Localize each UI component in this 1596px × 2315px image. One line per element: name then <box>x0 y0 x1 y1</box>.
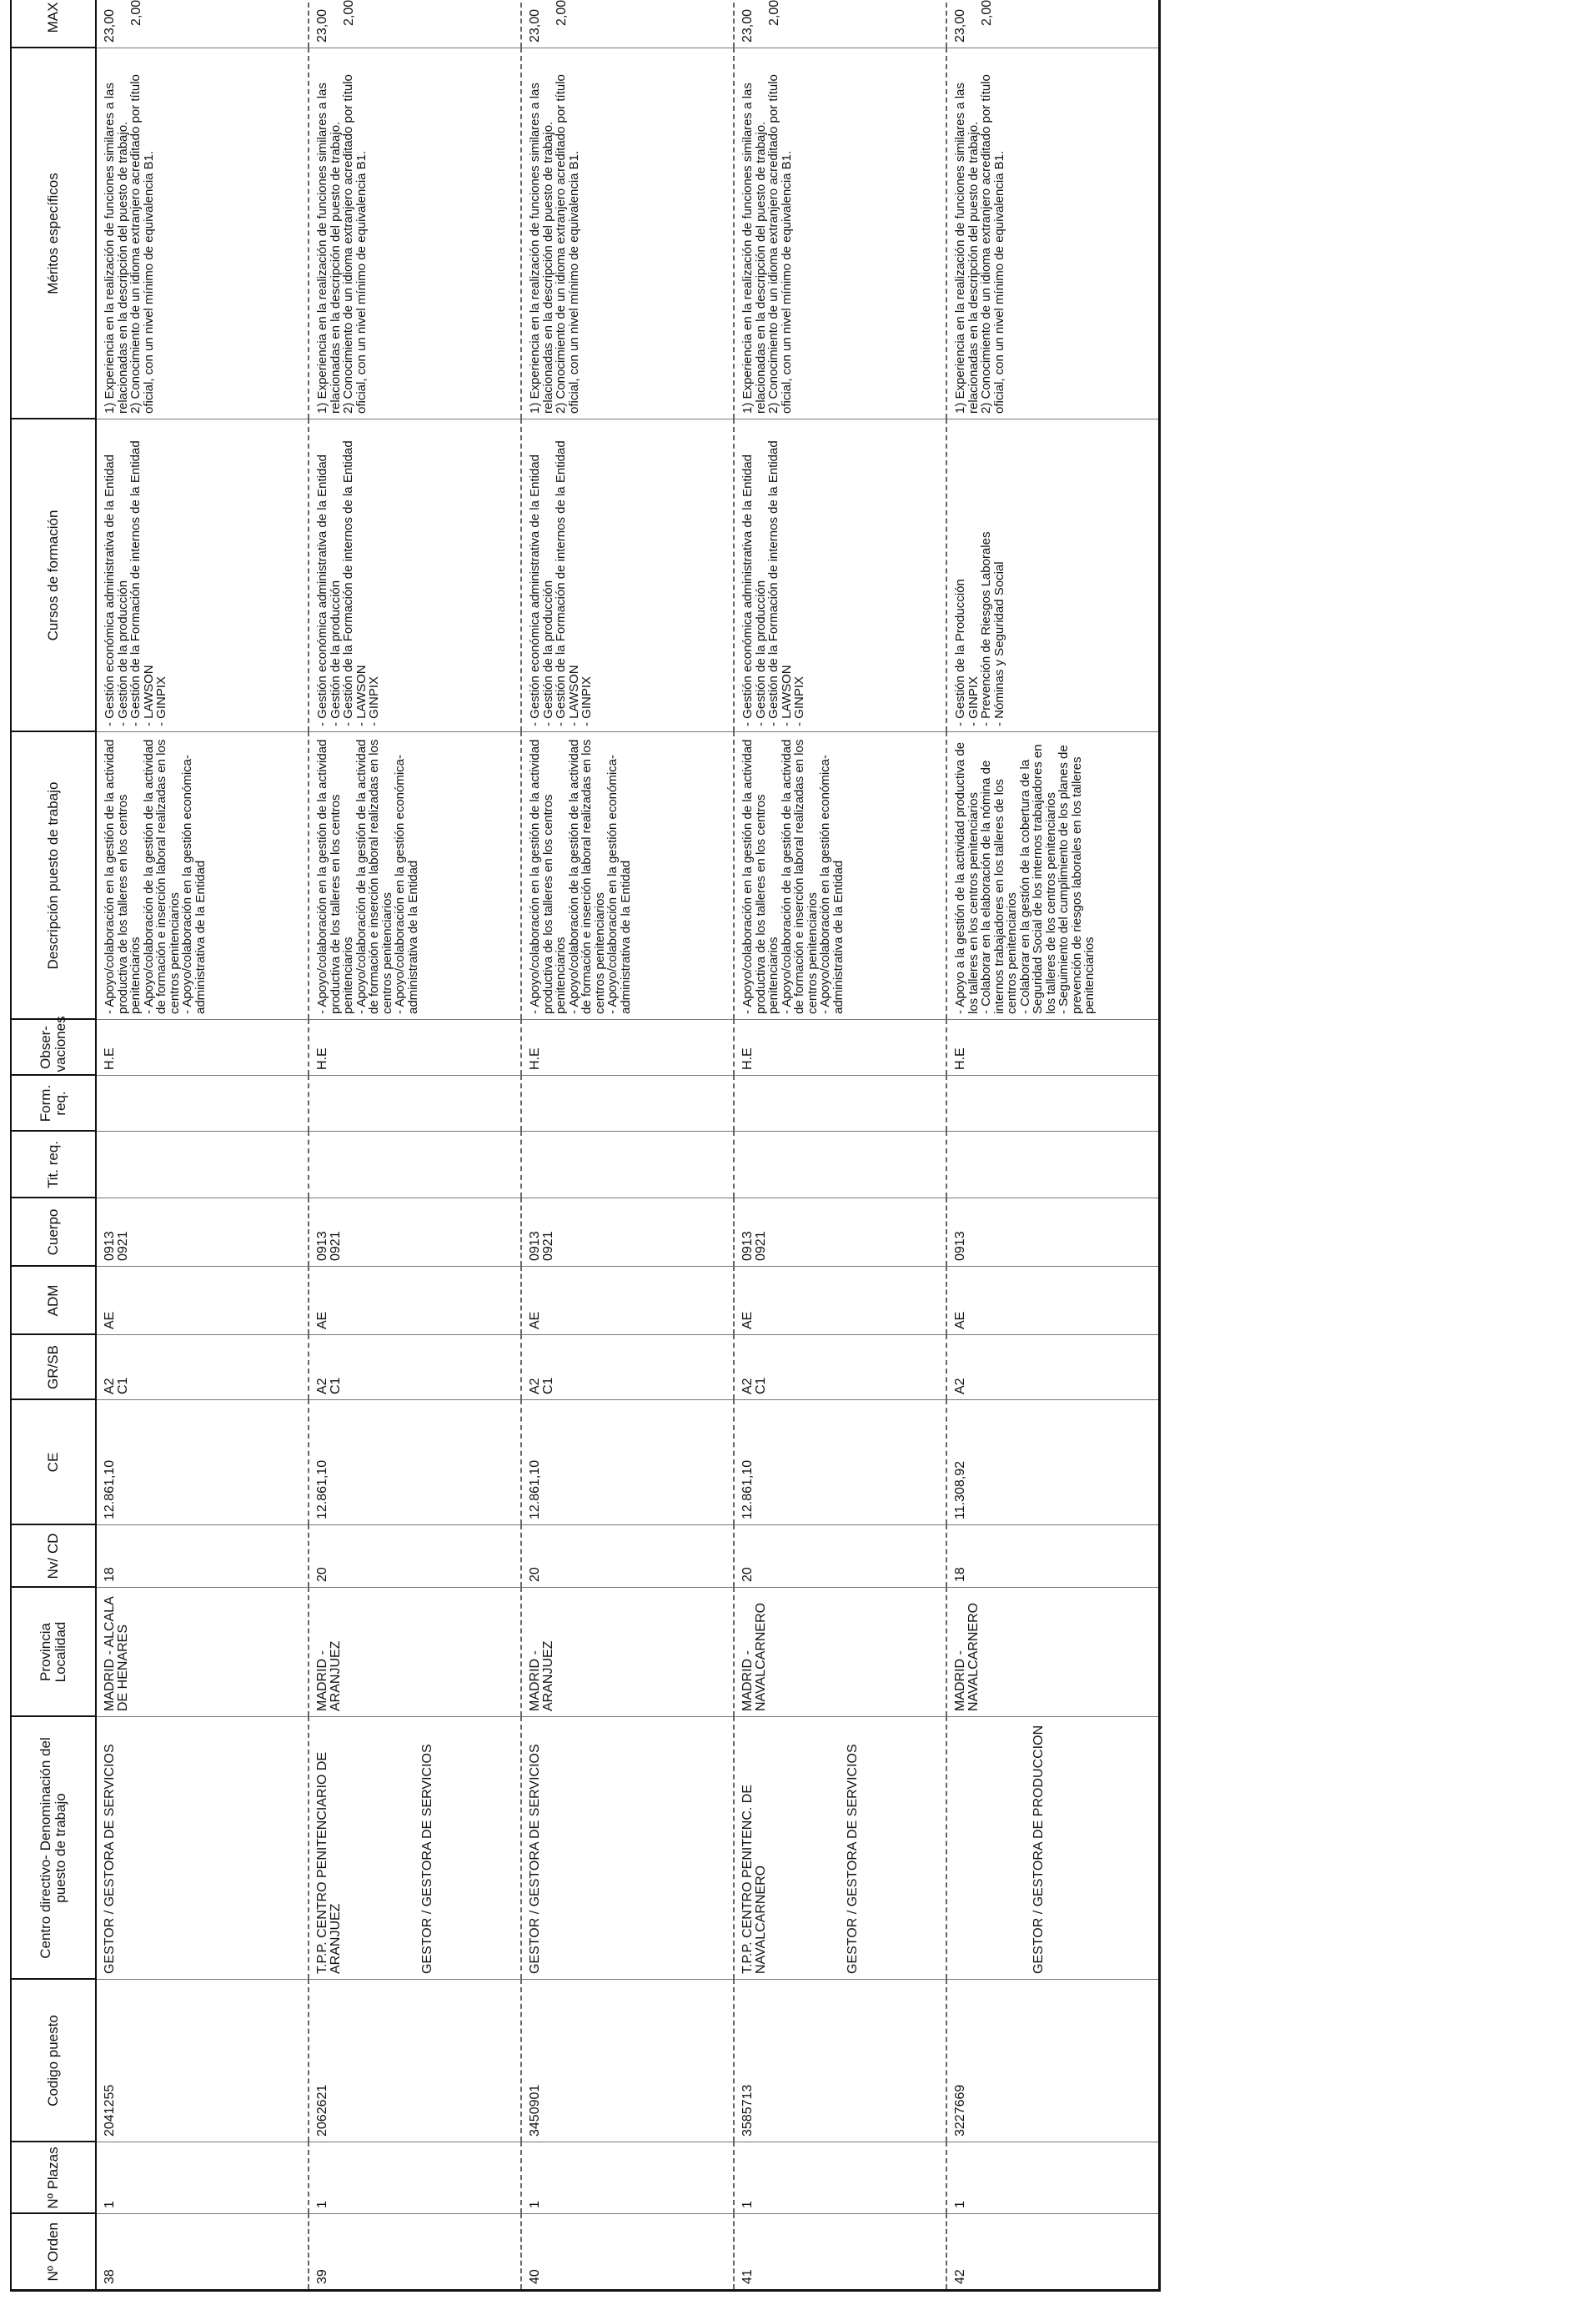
table-body <box>96 0 1160 2291</box>
header-max: MAX <box>11 0 96 48</box>
cell-orden: 38 <box>96 2214 309 2291</box>
header-adm: ADM <box>11 1267 96 1335</box>
cell-cuerpo: 0913 0921 <box>309 1198 521 1267</box>
cell-titulacion <box>946 1132 1160 1198</box>
header-nivel: Nv/ CD <box>11 1525 96 1588</box>
cell-formacion <box>96 1076 309 1132</box>
header-ce: CE <box>11 1400 96 1525</box>
cell-plazas: 1 <box>734 2142 946 2214</box>
cell-codigo: 3585713 <box>734 1980 946 2142</box>
cell-descripcion: - Apoyo/colaboración en la gestión de la actividad productiva de los talleres en los centros penitenciarios - Apoyo/colaboración de la gestión de la actividad de formación e inserción laboral realizadas en los centros penitenciarios - Apoyo/colaboración en la gestión económica-administrativa de la Entidad <box>309 732 521 1020</box>
cell-centro <box>521 1717 734 1980</box>
header-meritos: Méritos específicos <box>11 48 96 419</box>
cell-orden: 42 <box>946 2214 1160 2291</box>
cell-provincia: MADRID - NAVALCARNERO <box>946 1588 1160 1717</box>
cell-titulacion <box>96 1132 309 1198</box>
table-row <box>96 0 309 2291</box>
cell-orden: 39 <box>309 2214 521 2291</box>
cell-cursos: - Gestión económica administrativa de la Entidad - Gestión de la producción - Gestión de la Formación de internos de la Entidad - LAWSON - GINPIX <box>521 419 734 732</box>
cell-ce: 11.308,92 <box>946 1400 1160 1525</box>
cell-cuerpo: 0913 0921 <box>521 1198 734 1267</box>
cell-provincia: MADRID - ARANJUEZ <box>521 1588 734 1717</box>
cell-nivel: 18 <box>96 1525 309 1588</box>
cell-meritos: 1) Experiencia en la realización de funciones similares a las relacionadas en la descripción del puesto de trabajo. 2) Conocimiento de un idioma extranjero acreditado por título oficial, con un nivel mínimo de equivalencia B1. <box>734 48 946 419</box>
header-codigo: Codigo puesto <box>11 1980 96 2142</box>
cell-ce: 12.861,10 <box>734 1400 946 1525</box>
cell-grupo: A2 C1 <box>521 1335 734 1400</box>
cell-formacion <box>521 1076 734 1132</box>
cell-centro-puesto: GESTOR / GESTORA DE SERVICIOS <box>846 1744 860 1974</box>
cell-formacion <box>309 1076 521 1132</box>
cell-centro <box>309 1717 521 1980</box>
cell-adm: AE <box>946 1267 1160 1335</box>
cell-ce: 12.861,10 <box>521 1400 734 1525</box>
cell-adm: AE <box>96 1267 309 1335</box>
cell-max-value-1: 23,00 <box>740 8 755 43</box>
cell-adm: AE <box>309 1267 521 1335</box>
cell-descripcion: - Apoyo/colaboración en la gestión de la actividad productiva de los talleres en los centros penitenciarios - Apoyo/colaboración de la gestión de la actividad de formación e inserción laboral realizadas en los centros penitenciarios - Apoyo/colaboración en la gestión económica-administrativa de la Entidad <box>96 732 309 1020</box>
cell-adm: AE <box>734 1267 946 1335</box>
cell-observaciones: H.E <box>96 1020 309 1076</box>
table-row <box>309 0 521 2291</box>
cell-centro-unit: GESTOR / GESTORA DE SERVICIOS <box>103 1744 117 1974</box>
cell-observaciones: H.E <box>946 1020 1160 1076</box>
header-titulacion: Tit. req. <box>11 1132 96 1198</box>
cell-centro-unit: GESTOR / GESTORA DE SERVICIOS <box>528 1744 542 1974</box>
cell-descripcion: - Apoyo/colaboración en la gestión de la actividad productiva de los talleres en los centros penitenciarios - Apoyo/colaboración de la gestión de la actividad de formación e inserción laboral realizadas en los centros penitenciarios - Apoyo/colaboración en la gestión económica-administrativa de la Entidad <box>521 732 734 1020</box>
table-row <box>734 0 946 2291</box>
cell-max <box>946 0 1160 48</box>
cell-grupo: A2 C1 <box>96 1335 309 1400</box>
cell-cursos: - Gestión económica administrativa de la Entidad - Gestión de la producción - Gestión de la Formación de internos de la Entidad - LAWSON - GINPIX <box>734 419 946 732</box>
table-header-row <box>11 0 96 2291</box>
cell-centro <box>946 1717 1160 1980</box>
cell-grupo: A2 C1 <box>309 1335 521 1400</box>
header-grupo: GR/SB <box>11 1335 96 1400</box>
header-plazas: Nº Plazas <box>11 2142 96 2214</box>
cell-nivel: 20 <box>734 1525 946 1588</box>
header-orden: Nº Orden <box>11 2214 96 2291</box>
cell-titulacion <box>521 1132 734 1198</box>
cell-max-value-1: 23,00 <box>953 8 967 43</box>
cell-cursos: - Gestión de la Producción - GINPIX - Prevención de Riesgos Laborales - Nóminas y Seguridad Social <box>946 419 1160 732</box>
cell-meritos: 1) Experiencia en la realización de funciones similares a las relacionadas en la descripción del puesto de trabajo. 2) Conocimiento de un idioma extranjero acreditado por título oficial, con un nivel mínimo de equivalencia B1. <box>521 48 734 419</box>
cell-titulacion <box>734 1132 946 1198</box>
cell-adm: AE <box>521 1267 734 1335</box>
cell-provincia: MADRID - NAVALCARNERO <box>734 1588 946 1717</box>
cell-cuerpo: 0913 0921 <box>96 1198 309 1267</box>
cell-ce: 12.861,10 <box>96 1400 309 1525</box>
header-observaciones: Obser- vaciones <box>11 1020 96 1076</box>
cell-provincia: MADRID - ALCALA DE HENARES <box>96 1588 309 1717</box>
cell-codigo: 3450901 <box>521 1980 734 2142</box>
header-provincia: Provincia Localidad <box>11 1588 96 1717</box>
cell-observaciones: H.E <box>734 1020 946 1076</box>
cell-cuerpo: 0913 0921 <box>734 1198 946 1267</box>
header-centro: Centro directivo- Denominación del puesto de trabajo <box>11 1717 96 1980</box>
cell-cursos: - Gestión económica administrativa de la Entidad - Gestión de la producción - Gestión de la Formación de internos de la Entidad - LAWSON - GINPIX <box>96 419 309 732</box>
cell-centro-unit: T.P.P. CENTRO PENITENCIARIO DE ARANJUEZ <box>315 1751 343 1974</box>
cell-max <box>309 0 521 48</box>
cell-plazas: 1 <box>96 2142 309 2214</box>
cell-nivel: 20 <box>309 1525 521 1588</box>
cell-plazas: 1 <box>946 2142 1160 2214</box>
cell-max <box>96 0 309 48</box>
cell-formacion <box>734 1076 946 1132</box>
cell-meritos: 1) Experiencia en la realización de funciones similares a las relacionadas en la descripción del puesto de trabajo. 2) Conocimiento de un idioma extranjero acreditado por título oficial, con un nivel mínimo de equivalencia B1. <box>946 48 1160 419</box>
job-positions-table <box>10 0 1161 2292</box>
cell-centro-unit: T.P.P. CENTRO PENITENC. DE NAVALCARNERO <box>740 1784 768 1974</box>
cell-cursos: - Gestión económica administrativa de la Entidad - Gestión de la producción - Gestión de la Formación de internos de la Entidad - LAWSON - GINPIX <box>309 419 521 732</box>
header-cursos: Cursos de formación <box>11 419 96 732</box>
cell-titulacion <box>309 1132 521 1198</box>
cell-max-value-2: 2,00 <box>129 0 143 26</box>
cell-nivel: 20 <box>521 1525 734 1588</box>
cell-max-value-2: 2,00 <box>555 0 569 26</box>
table-row <box>946 0 1160 2291</box>
cell-meritos: 1) Experiencia en la realización de funciones similares a las relacionadas en la descripción del puesto de trabajo. 2) Conocimiento de un idioma extranjero acreditado por título oficial, con un nivel mínimo de equivalencia B1. <box>309 48 521 419</box>
cell-grupo: A2 <box>946 1335 1160 1400</box>
header-cuerpo: Cuerpo <box>11 1198 96 1267</box>
cell-nivel: 18 <box>946 1525 1160 1588</box>
table-row <box>521 0 734 2291</box>
cell-grupo: A2 C1 <box>734 1335 946 1400</box>
cell-plazas: 1 <box>521 2142 734 2214</box>
cell-orden: 40 <box>521 2214 734 2291</box>
header-formacion: Form. req. <box>11 1076 96 1132</box>
cell-observaciones: H.E <box>521 1020 734 1076</box>
cell-centro-puesto: GESTOR / GESTORA DE PRODUCCION <box>1031 1725 1046 1974</box>
cell-max-value-1: 23,00 <box>103 8 117 43</box>
cell-max-value-2: 2,00 <box>767 0 781 26</box>
cell-max-value-2: 2,00 <box>980 0 994 26</box>
cell-codigo: 2062621 <box>309 1980 521 2142</box>
cell-centro-puesto: GESTOR / GESTORA DE SERVICIOS <box>420 1744 434 1974</box>
cell-plazas: 1 <box>309 2142 521 2214</box>
cell-centro <box>734 1717 946 1980</box>
cell-codigo: 3227669 <box>946 1980 1160 2142</box>
cell-max-value-1: 23,00 <box>315 8 329 43</box>
cell-centro <box>96 1717 309 1980</box>
cell-descripcion: - Apoyo a la gestión de la actividad productiva de los talleres en los centros penitenciarios - Colaborar en la elaboración de la nómina de internos trabajadores en los talleres de los centros penitenciarios - Colaborar en la gestión de la cobertura de la Seguridad Social de los internos trabajadores en los talleres de los centros penitenciarios - Seguimiento del cumplimiento de los planes de prevención de riesgos laborales en los talleres penitenciarios <box>946 732 1160 1020</box>
cell-descripcion: - Apoyo/colaboración en la gestión de la actividad productiva de los talleres en los centros penitenciarios - Apoyo/colaboración de la gestión de la actividad de formación e inserción laboral realizadas en los centros penitenciarios - Apoyo/colaboración en la gestión económica-administrativa de la Entidad <box>734 732 946 1020</box>
cell-meritos: 1) Experiencia en la realización de funciones similares a las relacionadas en la descripción del puesto de trabajo. 2) Conocimiento de un idioma extranjero acreditado por título oficial, con un nivel mínimo de equivalencia B1. <box>96 48 309 419</box>
cell-max-value-2: 2,00 <box>342 0 356 26</box>
cell-formacion <box>946 1076 1160 1132</box>
cell-observaciones: H.E <box>309 1020 521 1076</box>
cell-orden: 41 <box>734 2214 946 2291</box>
cell-provincia: MADRID - ARANJUEZ <box>309 1588 521 1717</box>
cell-cuerpo: 0913 <box>946 1198 1160 1267</box>
cell-max <box>521 0 734 48</box>
cell-max-value-1: 23,00 <box>528 8 542 43</box>
header-descripcion: Descripción puesto de trabajo <box>11 732 96 1020</box>
cell-ce: 12.861,10 <box>309 1400 521 1525</box>
cell-codigo: 2041255 <box>96 1980 309 2142</box>
cell-max <box>734 0 946 48</box>
